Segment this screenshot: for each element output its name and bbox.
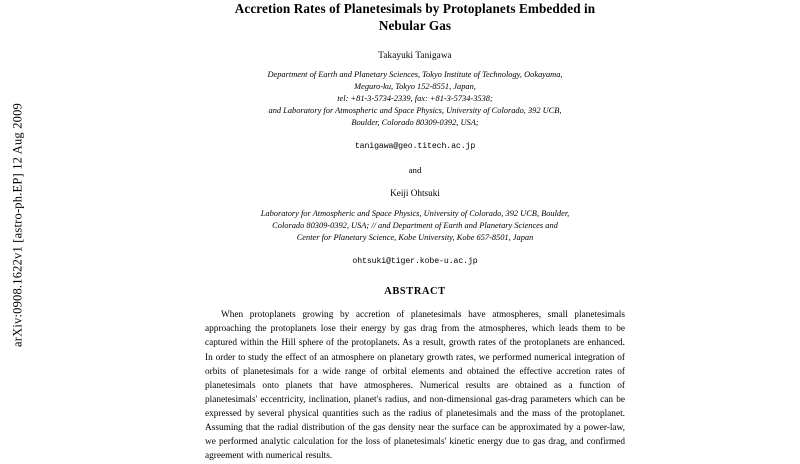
paper-page [205,0,625,462]
affiliation-primary-line-2: Meguro-ku, Tokyo 152-8551, Japan, [354,81,476,91]
arxiv-stamp-text: arXiv:0908.1622v1 [astro-ph.EP] 12 Aug 2009 [10,103,25,347]
affiliation-secondary-line-2: Colorado 80309-0392, USA; // and Department of Earth and Planetary Sciences and [272,221,558,231]
title-line-1: Accretion Rates of Planetesimals by Protoplanets Embedded in [234,1,596,16]
arxiv-stamp [0,0,36,450]
affiliation-secondary-line-1: Laboratory for Atmospheric and Space Physics, University of Colorado, 392 UCB, Boulder, [260,209,570,219]
affiliation-primary-line-5: Boulder, Colorado 80309-0392, USA; [351,117,479,127]
author-conjunction: and [408,165,422,176]
affiliation-primary-line-1: Department of Earth and Planetary Sciences, Tokyo Institute of Technology, Ookayama, [267,69,563,79]
affiliation-primary-line-3: tel: +81-3-5734-2339, fax: +81-3-5734-3538; [337,93,493,103]
affiliation-secondary-line-3: Center for Planetary Science, Kobe University, Kobe 657-8501, Japan [296,233,534,243]
email-primary[interactable]: tanigawa@geo.titech.ac.jp [354,142,476,152]
author-primary: Takayuki Tanigawa [378,49,452,60]
email-secondary[interactable]: ohtsuki@tiger.kobe-u.ac.jp [352,257,478,267]
title-line-2: Nebular Gas [378,18,452,34]
abstract-heading: ABSTRACT [384,286,446,298]
abstract-body: When protoplanets growing by accretion of planetesimals have atmospheres, small planetesimals approaching the protoplanets lose their energy by gas drag from the atmospheres, which leads them to be captured within the Hill sphere of the protoplanets. As a result, growth rates of the protoplanets are enhanced. In order to study the effect of an atmosphere on planetary growth rates, we performed numerical integration of orbits of planetesimals for a wide range of orbital elements and obtained the effective accretion rates of planetesimals onto planets that have atmospheres. Numerical results are obtained as a function of planetesimals' eccentricity, inclination, planet's radius, and non-dimensional gas-drag parameters which can be expressed by several physical quantities such as the radius of planetesimals and the mass of the protoplanet. Assuming that the radial distribution of the gas density near the surface can be approximated by a power-law, we performed analytic calculation for the loss of planetesimals' kinetic energy due to gas drag, and confirmed agreement with numerical results. [205,310,625,462]
affiliation-primary [205,69,625,129]
page-title [205,0,625,35]
affiliation-primary-line-4: and Laboratory for Atmospheric and Space Physics, University of Colorado, 392 UCB, [268,105,562,115]
affiliation-secondary [205,208,625,244]
author-secondary: Keiji Ohtsuki [390,188,440,199]
